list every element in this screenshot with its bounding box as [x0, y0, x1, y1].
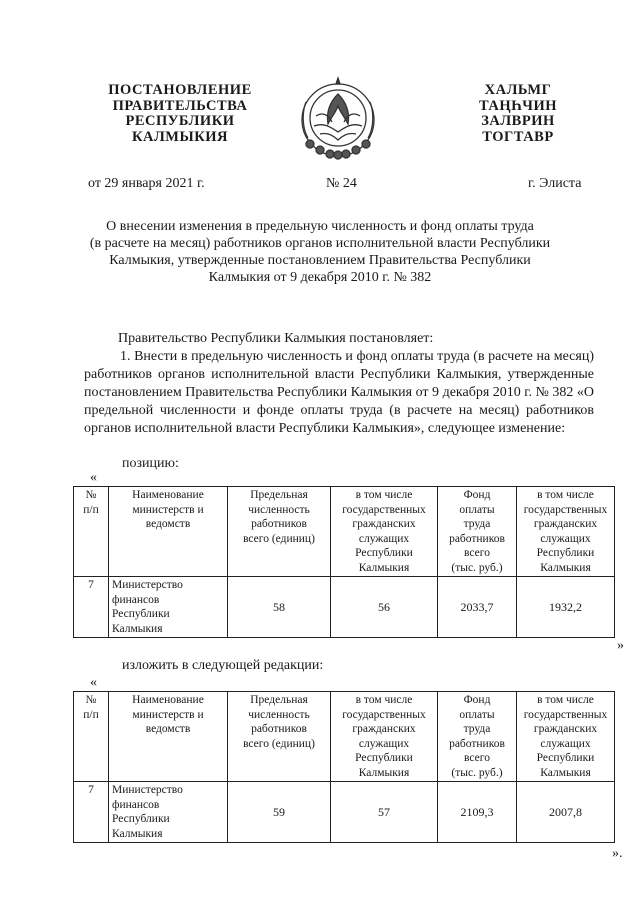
row-payroll: 2033,7: [438, 577, 517, 638]
col-number: № п/п: [74, 487, 109, 577]
position-label: позицию:: [122, 456, 179, 471]
document-city: г. Элиста: [528, 176, 582, 191]
coat-of-arms-emblem: [296, 72, 380, 160]
col-payroll-civil: в том числе государственных гражданских служащих Республики Калмыкия: [517, 692, 615, 782]
table-header-row: [74, 487, 615, 577]
row-headcount: 59: [228, 782, 331, 843]
table-row: [74, 577, 615, 638]
document-title: О внесении изменения в предельную численность и фонд оплаты труда (в расчете на месяц) работников органов исполнительной власти Республики Калмыкия, утвержденные постановлением Правительства Республики Калмыкия от 9 декабря 2010 г. № 382: [89, 219, 551, 285]
close-quote-1: »: [617, 638, 624, 653]
col-name: Наименование министерств и ведомств: [109, 487, 228, 577]
document-date: от 29 января 2021 г.: [88, 176, 205, 191]
header-left-title: ПОСТАНОВЛЕНИЕ ПРАВИТЕЛЬСТВА РЕСПУБЛИКИ КАЛМЫКИЯ: [108, 82, 252, 145]
col-payroll: Фонд оплаты труда работников всего (тыс. руб.): [438, 487, 517, 577]
header-right-title: ХАЛЬМГ ТАҢҺЧИН ЗАЛВРИН ТОГТАВР: [478, 82, 558, 145]
clause-1: 1. Внести в предельную численность и фонд оплаты труда (в расчете на месяц) работников органов исполнительной власти Республики Калмыкия, утвержденные постановлением Правительства Республики Калмыкия от 9 декабря 2010 г. № 382 «О предельной численности и фонде оплаты труда (в расчете на месяц) работников органов исполнительной власти Республики Калмыкия», следующее изменение:: [84, 349, 594, 436]
row-payroll-civil: 1932,2: [517, 577, 615, 638]
col-headcount: Предельная численность работников всего (единиц): [228, 692, 331, 782]
table-row: [74, 782, 615, 843]
col-name: Наименование министерств и ведомств: [109, 692, 228, 782]
table-header-row: [74, 692, 615, 782]
row-payroll-civil: 2007,8: [517, 782, 615, 843]
preamble: Правительство Республики Калмыкия постановляет:: [118, 331, 434, 346]
row-headcount-civil: 56: [331, 577, 438, 638]
col-headcount: Предельная численность работников всего (единиц): [228, 487, 331, 577]
row-headcount-civil: 57: [331, 782, 438, 843]
row-headcount: 58: [228, 577, 331, 638]
col-payroll-civil: в том числе государственных гражданских служащих Республики Калмыкия: [517, 487, 615, 577]
close-quote-2: ».: [612, 846, 623, 861]
row-number: 7: [74, 577, 109, 638]
open-quote-2: «: [90, 675, 97, 690]
replace-label: изложить в следующей редакции:: [122, 658, 324, 673]
row-ministry: Министерство финансов Республики Калмыкия: [109, 577, 228, 638]
old-position-table: [73, 486, 615, 638]
row-ministry: Министерство финансов Республики Калмыкия: [109, 782, 228, 843]
col-headcount-civil: в том числе государственных гражданских служащих Республики Калмыкия: [331, 692, 438, 782]
document-number: № 24: [326, 176, 357, 191]
row-payroll: 2109,3: [438, 782, 517, 843]
row-number: 7: [74, 782, 109, 843]
col-payroll: Фонд оплаты труда работников всего (тыс. руб.): [438, 692, 517, 782]
col-number: № п/п: [74, 692, 109, 782]
col-headcount-civil: в том числе государственных гражданских служащих Республики Калмыкия: [331, 487, 438, 577]
open-quote-1: «: [90, 470, 97, 485]
new-position-table: [73, 691, 615, 843]
